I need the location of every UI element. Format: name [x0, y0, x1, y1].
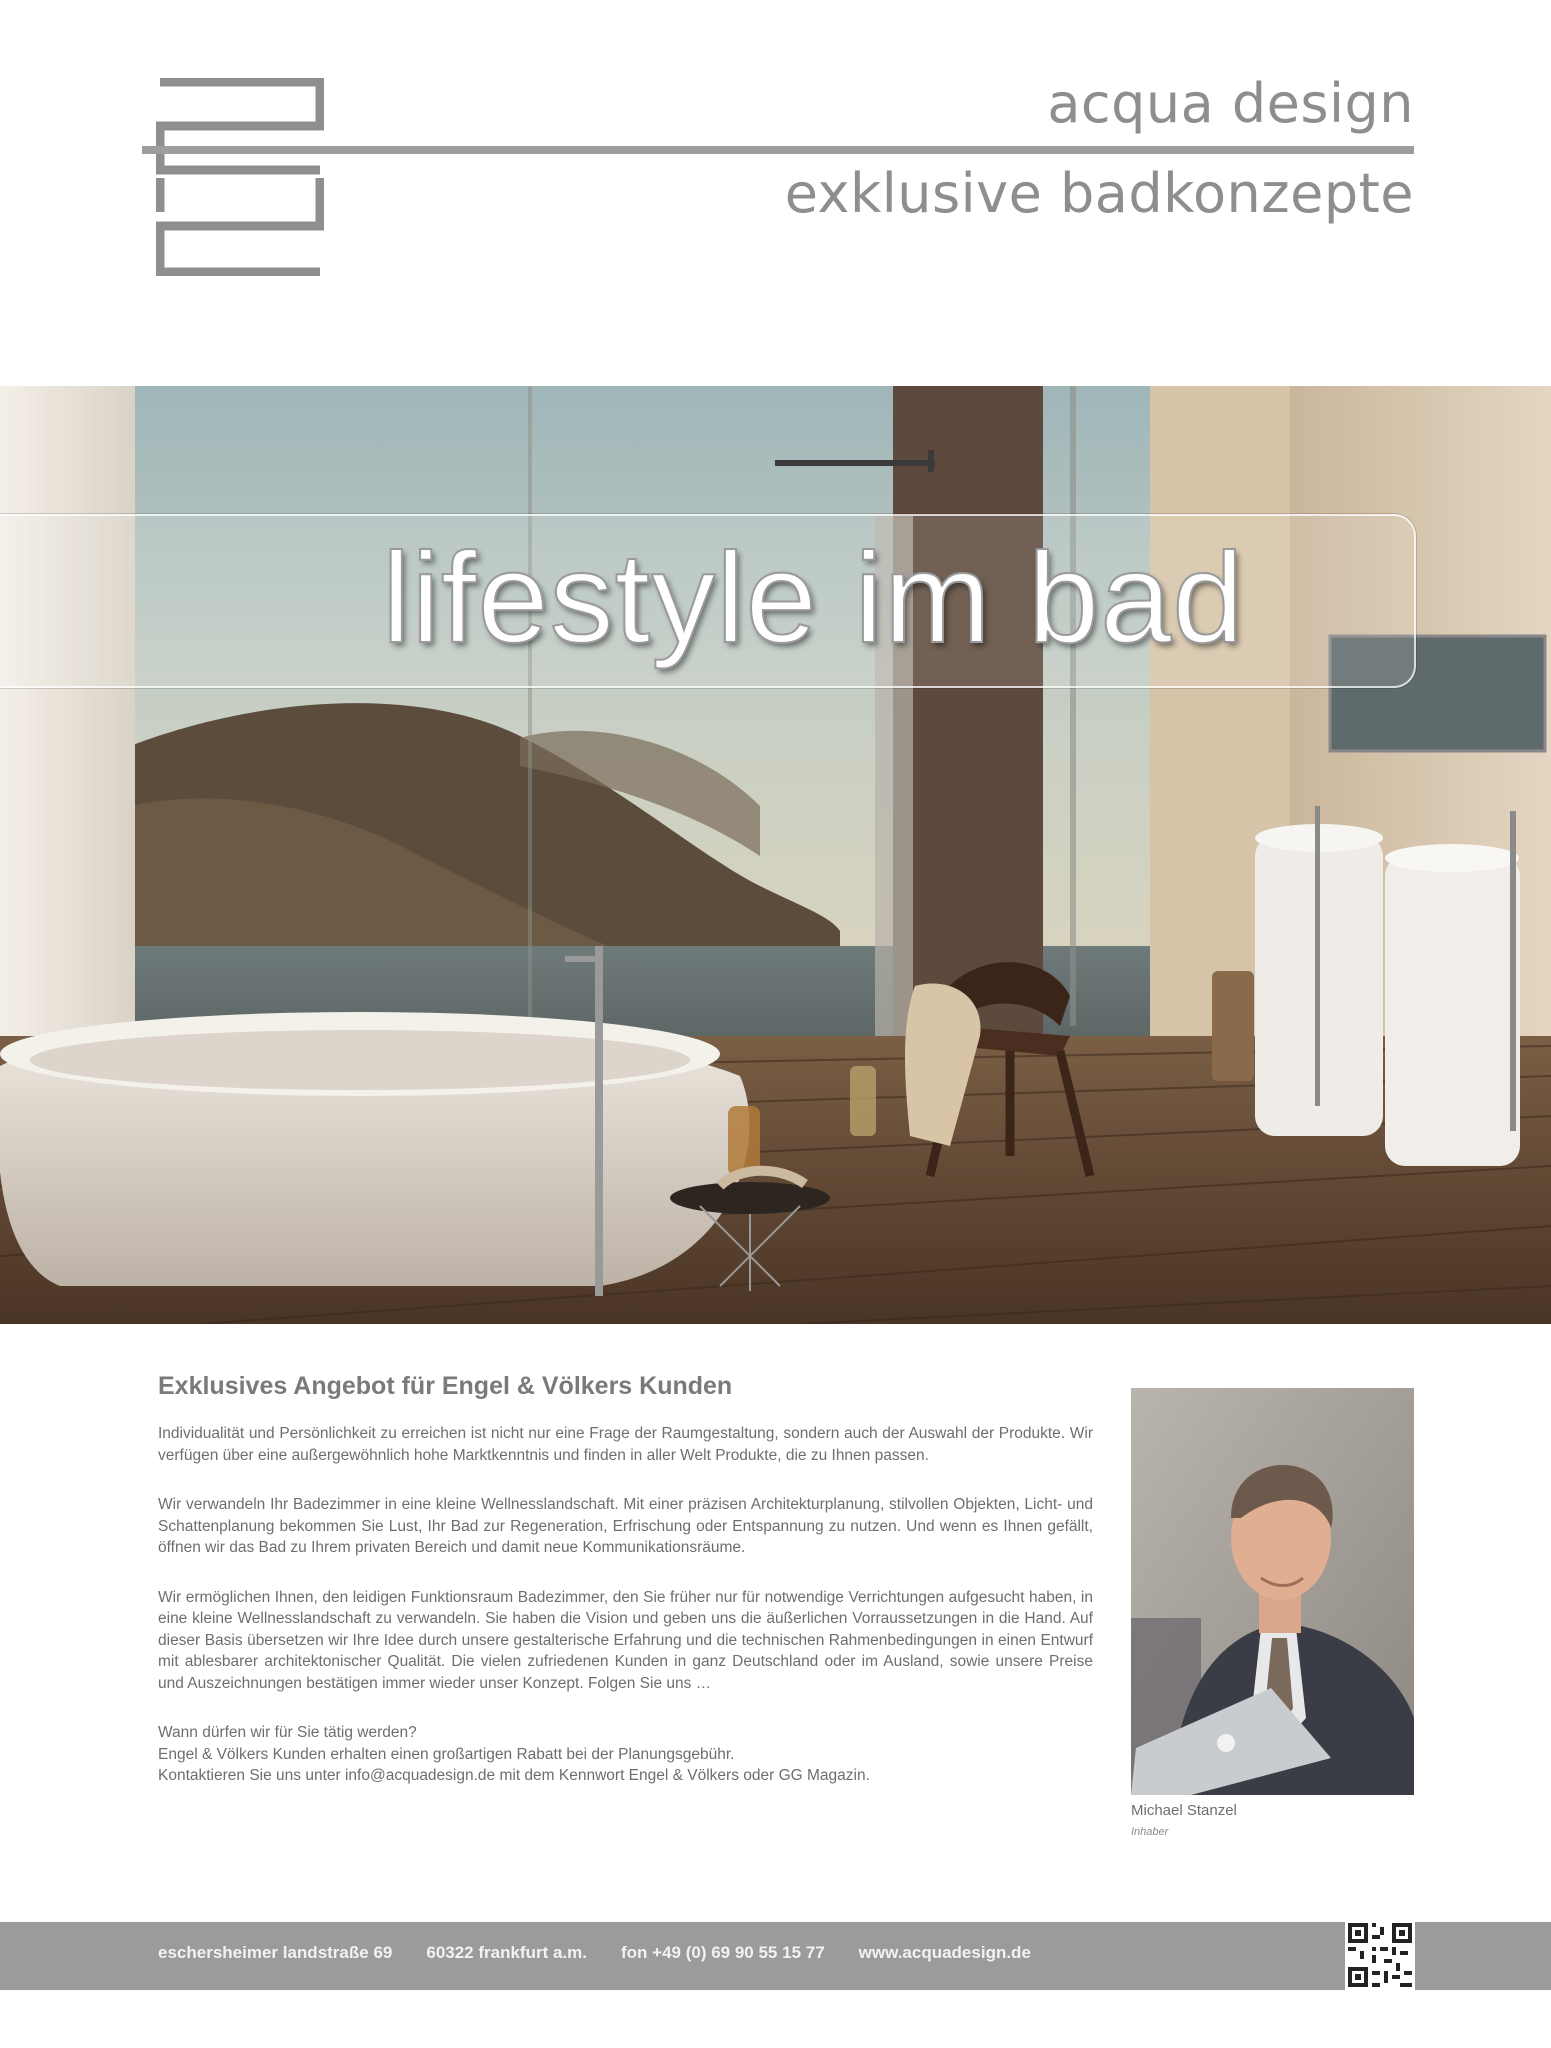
- footer-bar: [0, 1922, 1551, 1990]
- offer-paragraph-3: Wir ermöglichen Ihnen, den leidigen Funktionsraum Badezimmer, den Sie früher nur für notwendige Verrichtungen aufgesucht haben, in eine kleine Wellnesslandschaft zu verwandeln. Sie haben die Vision und geben uns die äußerlichen Vorraussetzungen in die Hand. Auf dieser Basis übersetzen wir Ihre Idee durch unsere gestalterische Erfahrung und die technischen Rahmenbedingungen in einen Entwurf mit ablesbarer architektonischer Qualität. Die vielen zufriedenen Kunden in ganz Deutschland oder im Ausland, sowie unsere Preise und Auszeichnungen bestätigen immer wieder unser Konzept. Folgen Sie uns …: [158, 1588, 1093, 1692]
- footer-phone[interactable]: fon +49 (0) 69 90 55 15 77: [621, 1943, 825, 1962]
- footer-contact: [158, 1943, 1031, 1963]
- headline-text: lifestyle im bad: [382, 527, 1245, 670]
- brand-tagline: exklusive badkonzepte: [784, 162, 1414, 225]
- offer-paragraph-1: Individualität und Persönlichkeit zu erreichen ist nicht nur eine Frage der Raumgestaltung, sondern auch der Auswahl der Produkte. Wir verfügen über eine außergewöhnlich hohe Marktkenntnis und finden in aller Welt Produkte, die zu Ihnen passen.: [158, 1425, 1093, 1464]
- brand-name: acqua design: [1047, 72, 1414, 135]
- offer-section: [158, 1372, 1093, 1815]
- offer-heading: Exklusives Angebot für Engel & Völkers Kunden: [158, 1372, 733, 1400]
- qr-code-icon[interactable]: [1345, 1920, 1415, 1990]
- cta-line-1: Wann dürfen wir für Sie tätig werden?: [158, 1724, 417, 1741]
- footer-website[interactable]: www.acquadesign.de: [858, 1943, 1031, 1962]
- footer-street: eschersheimer landstraße 69: [158, 1943, 393, 1962]
- header-rule: [142, 146, 1414, 154]
- offer-paragraph-2: Wir verwandeln Ihr Badezimmer in eine kleine Wellnesslandschaft. Mit einer präzisen Architekturplanung, stilvollen Objekten, Licht- und Schattenplanung bekommen Sie Lust, Ihr Bad zur Regeneration, Erfrischung oder Entspannung zu nutzen. Und wenn es Ihnen gefällt, öffnen wir das Bad zu Ihrem privaten Bereich und damit neue Kommunikationsräume.: [158, 1496, 1093, 1556]
- cta-line-3: Kontaktieren Sie uns unter info@acquadesign.de mit dem Kennwort Engel & Völkers oder GG Magazin.: [158, 1767, 870, 1784]
- footer-city: 60322 frankfurt a.m.: [426, 1943, 587, 1962]
- hero-image: [0, 386, 1551, 1324]
- portrait-role: Inhaber: [1131, 1826, 1169, 1838]
- acqua-design-logo: [156, 78, 324, 276]
- cta-line-2: Engel & Völkers Kunden erhalten einen großartigen Rabatt bei der Planungsgebühr.: [158, 1745, 735, 1763]
- offer-call-to-action: [158, 1722, 1093, 1787]
- portrait-name: Michael Stanzel: [1131, 1802, 1237, 1819]
- portrait-photo: [1131, 1388, 1414, 1795]
